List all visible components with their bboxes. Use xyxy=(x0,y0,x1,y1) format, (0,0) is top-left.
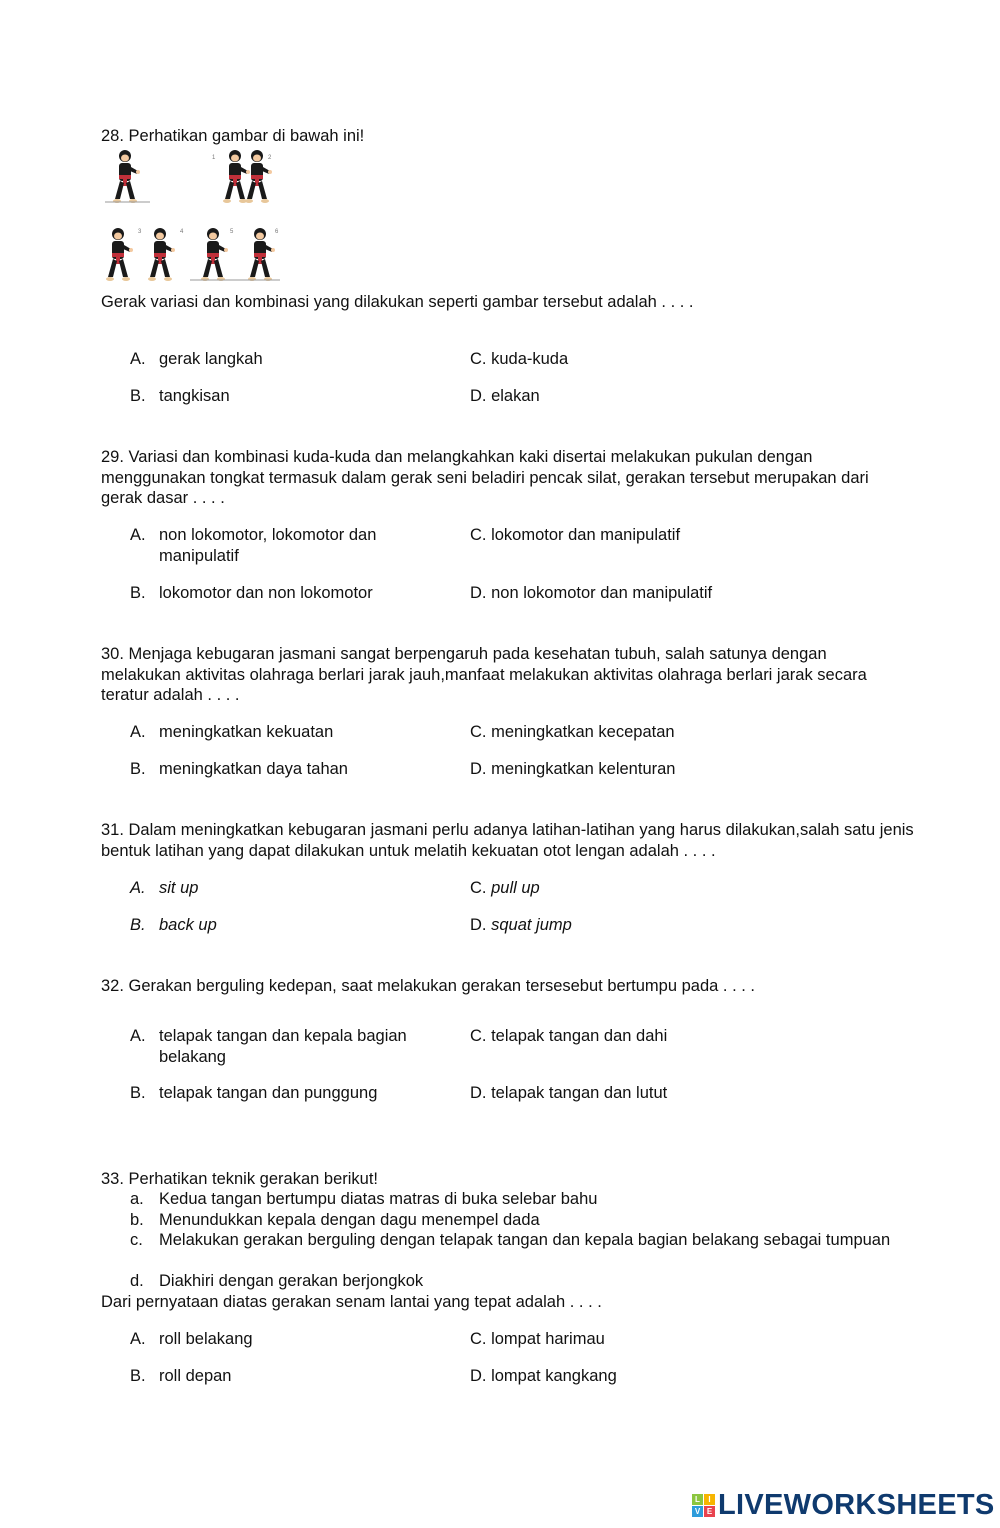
q32-option-b[interactable]: telapak tangan dan punggung xyxy=(159,1084,378,1102)
option-b-label: B. xyxy=(130,1367,146,1385)
step-text: Menundukkan kepala dengan dagu menempel dada xyxy=(159,1211,540,1229)
q28-option-c[interactable] xyxy=(470,349,568,370)
q33-option-b[interactable]: roll depan xyxy=(159,1367,232,1385)
question-29: 29. Variasi dan kombinasi kuda-kuda dan melangkahkan kaki disertai melakukan pukulan dengan menggunakan tongkat termasuk dalam gerak seni beladiri pencak silat, gerakan tersebut merupakan dari gerak dasar . . . . xyxy=(101,448,869,507)
option-d-text: squat jump xyxy=(491,916,572,934)
logo-cube-letter: I xyxy=(704,1494,715,1505)
question-33-prompt: Dari pernyataan diatas gerakan senam lantai yang tepat adalah . . . . xyxy=(101,1293,602,1311)
option-c-text: kuda-kuda xyxy=(491,350,569,368)
q33-option-a[interactable]: roll belakang xyxy=(159,1330,253,1348)
q28-option-a[interactable]: gerak langkah xyxy=(159,350,263,368)
logo-cube-letter: V xyxy=(692,1506,703,1517)
q29-option-d[interactable] xyxy=(470,583,712,604)
figure-number: 4 xyxy=(180,229,184,235)
figure-number: 2 xyxy=(268,155,272,161)
q29-option-b[interactable]: lokomotor dan non lokomotor xyxy=(159,584,373,602)
q29-option-a[interactable]: non lokomotor, lokomotor dan manipulatif xyxy=(159,526,377,565)
q32-option-c[interactable] xyxy=(470,1026,667,1047)
option-b-label: B. xyxy=(130,916,146,934)
option-d-label: D. xyxy=(470,387,487,405)
logo-text: LIVEWORKSHEETS xyxy=(718,1489,995,1521)
pencak-silat-illustration xyxy=(100,145,285,290)
step-key: c. xyxy=(130,1231,143,1249)
question-28: 28. Perhatikan gambar di bawah ini! xyxy=(101,127,365,145)
option-c-label: C. xyxy=(470,1027,487,1045)
option-d-text: meningkatkan kelenturan xyxy=(491,760,676,778)
question-31: 31. Dalam meningkatkan kebugaran jasmani perlu adanya latihan-latihan yang harus dilakukan,salah satu jenis bentuk latihan yang dapat dilakukan untuk melatih kekuatan otot lengan adalah . . . . xyxy=(101,821,914,860)
option-c-text: lokomotor dan manipulatif xyxy=(491,526,681,544)
liveworksheets-logo xyxy=(692,1489,995,1522)
option-c-text: telapak tangan dan dahi xyxy=(491,1027,668,1045)
option-a-label: A. xyxy=(130,1330,146,1348)
option-c-label: C. xyxy=(470,723,487,741)
q28-option-d[interactable] xyxy=(470,386,540,407)
figure-number: 1 xyxy=(212,155,216,161)
question-32: 32. Gerakan berguling kedepan, saat melakukan gerakan tersesebut bertumpu pada . . . . xyxy=(101,977,755,995)
logo-cube-letter: E xyxy=(704,1506,715,1517)
q31-option-a[interactable]: sit up xyxy=(159,879,199,897)
option-d-label: D. xyxy=(470,584,487,602)
q28-option-b[interactable]: tangkisan xyxy=(159,387,230,405)
option-c-label: C. xyxy=(470,879,487,897)
q30-option-b[interactable]: meningkatkan daya tahan xyxy=(159,760,348,778)
q30-option-a[interactable]: meningkatkan kekuatan xyxy=(159,723,334,741)
option-d-label: D. xyxy=(470,1367,487,1385)
option-c-text: meningkatkan kecepatan xyxy=(491,723,675,741)
option-d-text: lompat kangkang xyxy=(491,1367,617,1385)
q29-option-c[interactable] xyxy=(470,525,680,546)
option-a-label: A. xyxy=(130,350,146,368)
step-key: d. xyxy=(130,1272,144,1290)
step-text: Kedua tangan bertumpu diatas matras di buka selebar bahu xyxy=(159,1190,598,1208)
option-a-label: A. xyxy=(130,879,146,897)
option-d-label: D. xyxy=(470,760,487,778)
logo-cube-letter: L xyxy=(692,1494,703,1505)
q32-option-a[interactable]: telapak tangan dan kepala bagian belakang xyxy=(159,1027,407,1066)
q31-option-d[interactable] xyxy=(470,915,572,936)
figure-number: 6 xyxy=(275,229,279,235)
option-b-label: B. xyxy=(130,387,146,405)
step-key: a. xyxy=(130,1190,144,1208)
option-a-label: A. xyxy=(130,1027,146,1045)
option-d-text: elakan xyxy=(491,387,540,405)
q33-option-c[interactable] xyxy=(470,1329,605,1350)
option-c-text: pull up xyxy=(491,879,540,897)
step-text: Melakukan gerakan berguling dengan telapak tangan dan kepala bagian belakang sebagai tumpuan xyxy=(159,1231,891,1249)
option-d-text: non lokomotor dan manipulatif xyxy=(491,584,713,602)
option-d-text: telapak tangan dan lutut xyxy=(491,1084,668,1102)
step-key: b. xyxy=(130,1211,144,1229)
figure-number: 5 xyxy=(230,229,234,235)
q33-option-d[interactable] xyxy=(470,1366,617,1387)
q32-option-d[interactable] xyxy=(470,1083,667,1104)
q31-option-b[interactable]: back up xyxy=(159,916,217,934)
option-b-label: B. xyxy=(130,760,146,778)
option-d-label: D. xyxy=(470,1084,487,1102)
q30-option-c[interactable] xyxy=(470,722,675,743)
option-c-text: lompat harimau xyxy=(491,1330,605,1348)
q31-option-c[interactable] xyxy=(470,878,540,899)
question-30: 30. Menjaga kebugaran jasmani sangat berpengaruh pada kesehatan tubuh, salah satunya dengan melakukan aktivitas olahraga berlari jarak jauh,manfaat melakukan aktivitas olahraga berlari jarak secara teratur adalah . . . . xyxy=(101,645,867,704)
q30-option-d[interactable] xyxy=(470,759,675,780)
option-b-label: B. xyxy=(130,584,146,602)
option-c-label: C. xyxy=(470,526,487,544)
option-c-label: C. xyxy=(470,350,487,368)
question-28-prompt: Gerak variasi dan kombinasi yang dilakukan seperti gambar tersebut adalah . . . . xyxy=(101,293,694,311)
option-a-label: A. xyxy=(130,526,146,544)
option-b-label: B. xyxy=(130,1084,146,1102)
logo-cube-icon xyxy=(692,1494,715,1517)
option-c-label: C. xyxy=(470,1330,487,1348)
option-a-label: A. xyxy=(130,723,146,741)
option-d-label: D. xyxy=(470,916,487,934)
figure-number: 3 xyxy=(138,229,142,235)
question-33: 33. Perhatikan teknik gerakan berikut! xyxy=(101,1170,378,1188)
step-text: Diakhiri dengan gerakan berjongkok xyxy=(159,1272,424,1290)
